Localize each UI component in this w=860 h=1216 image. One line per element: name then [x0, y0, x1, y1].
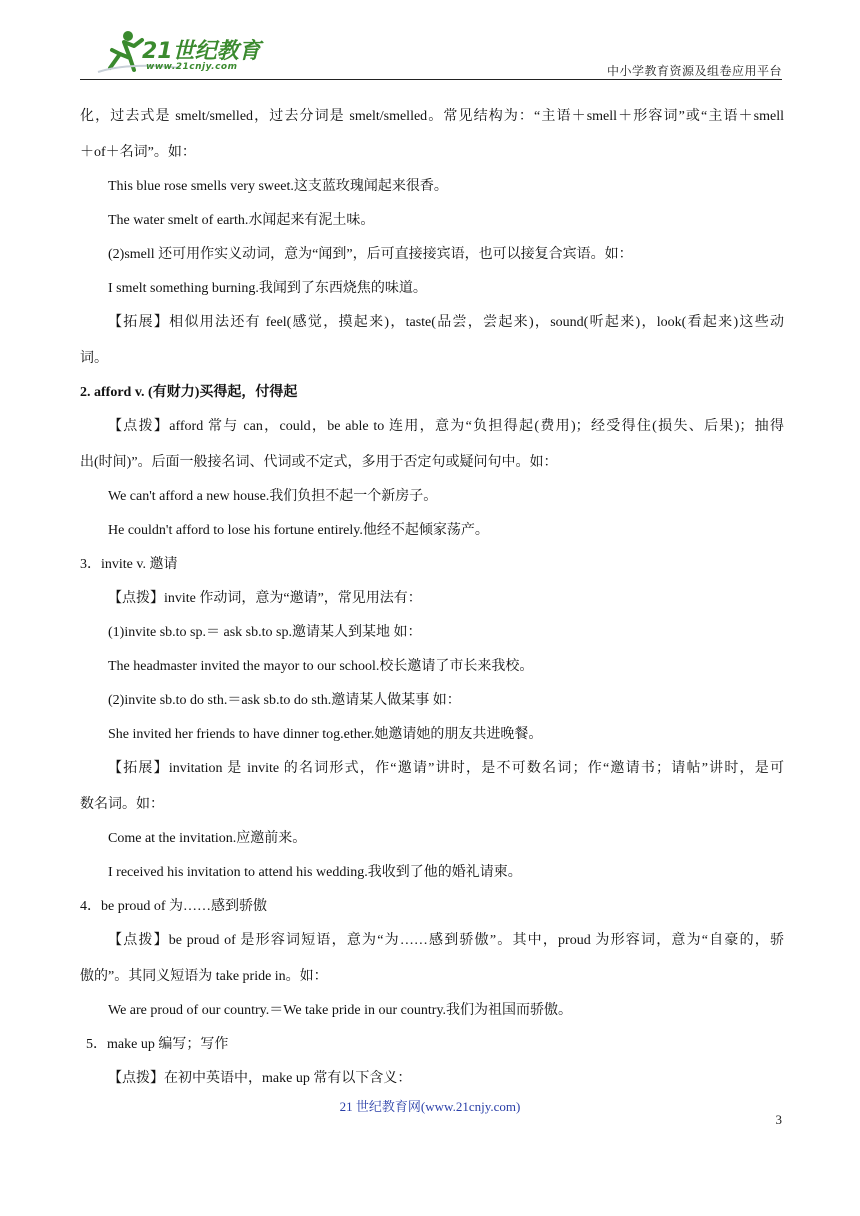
section-heading: 4．be proud of 为……感到骄傲: [80, 899, 268, 914]
text-line: 出(时间)”。后面一般接名词、代词或不定式，多用于否定句或疑问句中。如：: [80, 455, 558, 470]
text-line: 【点拨】afford 常与 can，could，be able to 连用，意为“负担得起(费用)；经受得住(损失、后果)；抽得: [108, 419, 784, 434]
page-number: 3: [775, 1112, 782, 1127]
section-heading: 2. afford v. (有财力)买得起，付得起: [80, 385, 298, 400]
text-line: (2)invite sb.to do sth.＝ask sb.to do sth.邀请某人做某事 如：: [108, 693, 461, 708]
example-sentence: We are proud of our country.＝We take pride in our country.我们为祖国而骄傲。: [108, 1003, 573, 1018]
text-line: ＋of＋名词”。如：: [80, 145, 196, 160]
example-sentence: She invited her friends to have dinner tog.ether.她邀请她的朋友共进晚餐。: [108, 727, 543, 742]
example-sentence: I received his invitation to attend his wedding.我收到了他的婚礼请柬。: [108, 865, 522, 880]
example-sentence: The headmaster invited the mayor to our school.校长邀请了市长来我校。: [108, 659, 534, 674]
example-sentence: This blue rose smells very sweet.这支蓝玫瑰闻起来很香。: [108, 179, 448, 194]
header-divider: [80, 79, 782, 80]
text-line: 【点拨】在初中英语中，make up 常有以下含义：: [108, 1071, 412, 1086]
logo-text: 21世纪教育: [142, 39, 261, 64]
text-line: 【点拨】invite 作动词，意为“邀请”，常见用法有：: [108, 591, 422, 606]
text-line: 化，过去式是 smelt/smelled，过去分词是 smelt/smelled。常见结构为：“主语＋smell＋形容词”或“主语＋smell: [80, 109, 784, 124]
text-line: (1)invite sb.to sp.＝ ask sb.to sp.邀请某人到某地 如：: [108, 625, 422, 640]
example-sentence: We can't afford a new house.我们负担不起一个新房子。: [108, 489, 438, 504]
footer-site[interactable]: 21 世纪教育网(www.21cnjy.com): [339, 1099, 521, 1114]
example-sentence: I smelt something burning.我闻到了东西烧焦的味道。: [108, 281, 427, 296]
document-body: [80, 107, 784, 1103]
text-line: 【点拨】be proud of 是形容词短语，意为“为……感到骄傲”。其中，proud 为形容词，意为“自豪的，骄: [108, 933, 784, 948]
section-heading: 5．make up 编写；写作: [86, 1037, 229, 1052]
example-sentence: The water smelt of earth.水闻起来有泥土味。: [108, 213, 375, 228]
example-sentence: He couldn't afford to lose his fortune entirely.他经不起倾家荡产。: [108, 523, 489, 538]
section-heading: 3．invite v. 邀请: [80, 557, 178, 572]
logo-url: www.21cnjy.com: [146, 62, 238, 72]
text-line: 词。: [80, 351, 108, 366]
text-line: 数名词。如：: [80, 797, 164, 812]
text-line: (2)smell 还可用作实义动词，意为“闻到”，后可直接接宾语，也可以接复合宾语。如：: [108, 247, 633, 262]
text-line: 【拓展】相似用法还有 feel(感觉，摸起来)，taste(品尝，尝起来)，sound(听起来)，look(看起来)这些动: [108, 315, 784, 330]
text-line: 傲的”。其同义短语为 take pride in。如：: [80, 969, 328, 984]
header-platform-text: 中小学教育资源及组卷应用平台: [606, 64, 782, 78]
example-sentence: Come at the invitation.应邀前来。: [108, 831, 307, 846]
text-line: 【拓展】invitation 是 invite 的名词形式，作“邀请”讲时，是不可数名词；作“邀请书；请帖”讲时，是可: [108, 761, 784, 776]
